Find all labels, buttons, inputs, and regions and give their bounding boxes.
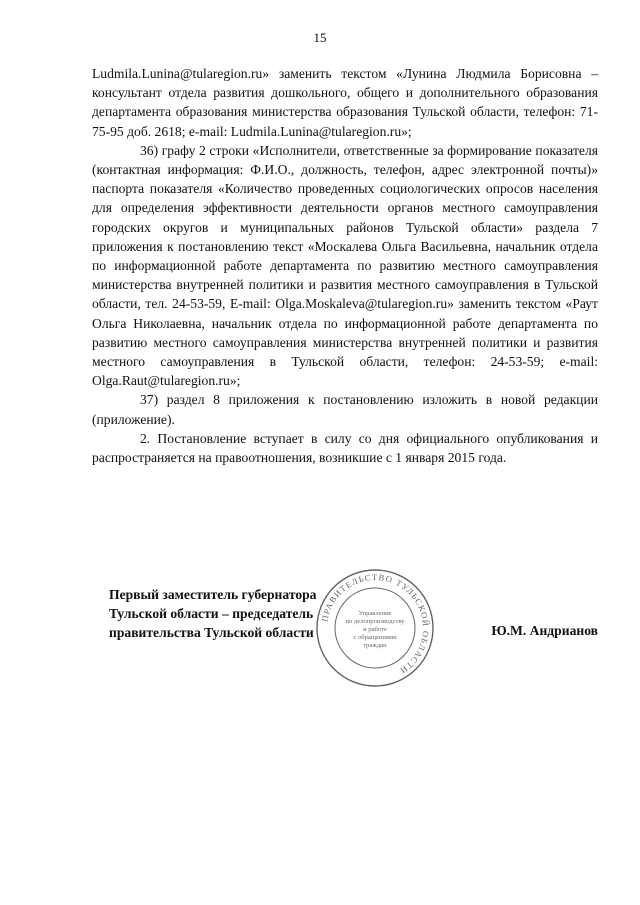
stamp-center-line-1: Управление [358,610,392,617]
paragraph-2: 36) графу 2 строки «Исполнители, ответственные за формирование показателя (контактная информация: Ф.И.О., должность, телефон, адрес электронной почты)» паспорта показателя «Количество проведенных социологических опросов населения для определения эффективности деятельности органов местного самоуправления городских округов и муниципальных районов Тульской области» раздела 7 приложения к постановлению текст «Москалева Ольга Васильевна, начальник отдела по информационной работе департамента по развитию местного самоуправления министерства внутренней политики и развития местного самоуправления в Тульской области, тел. 24-53-59, E-mail: Olga.Moskaleva@tularegion.ru» заменить текстом «Раут Ольга Николаевна, начальник отдела по информационной работе департамента по развитию местного самоуправления министерства внутренней политики и развития местного самоуправления в Тульской области, телефон: 24-53-59; e-mail: Olga.Raut@tularegion.ru»; [92,142,598,389]
paragraph-1: Ludmila.Lunina@tularegion.ru» заменить текстом «Лунина Людмила Борисовна – консультант отдела развития дошкольного, общего и дополнительного образования департамента образования министерства образования Тульской области, телефон: 71-75-95 доб. 2618; e-mail: Ludmila.Lunina@tularegion.ru»; [92,66,598,139]
signatory-name: Ю.М. Андрианов [491,623,598,638]
signatory-position [109,585,316,642]
paragraph-3: 37) раздел 8 приложения к постановлению изложить в новой редакции (приложение). [92,392,598,427]
document-body [92,64,598,467]
signatory-position-line-1: Первый заместитель губернатора [109,587,317,602]
stamp-center-line-5: граждан [363,642,387,649]
page-number: 15 [313,30,327,45]
stamp-ring-text: ПРАВИТЕЛЬСТВО ТУЛЬСКОЙ ОБЛАСТИ [319,571,432,677]
stamp-center-line-4: с обращениями [353,634,397,641]
stamp-center-line-3: и работе [363,626,387,633]
signatory-position-line-2: Тульской области – председатель [109,606,314,621]
stamp-center-line-2: по делопроизводству [345,618,405,625]
paragraph-4: 2. Постановление вступает в силу со дня официального опубликования и распространяется на правоотношения, возникшие с 1 января 2015 года. [92,430,598,466]
signatory-position-line-3: правительства Тульской области [109,625,314,640]
official-seal-stamp [314,567,436,689]
